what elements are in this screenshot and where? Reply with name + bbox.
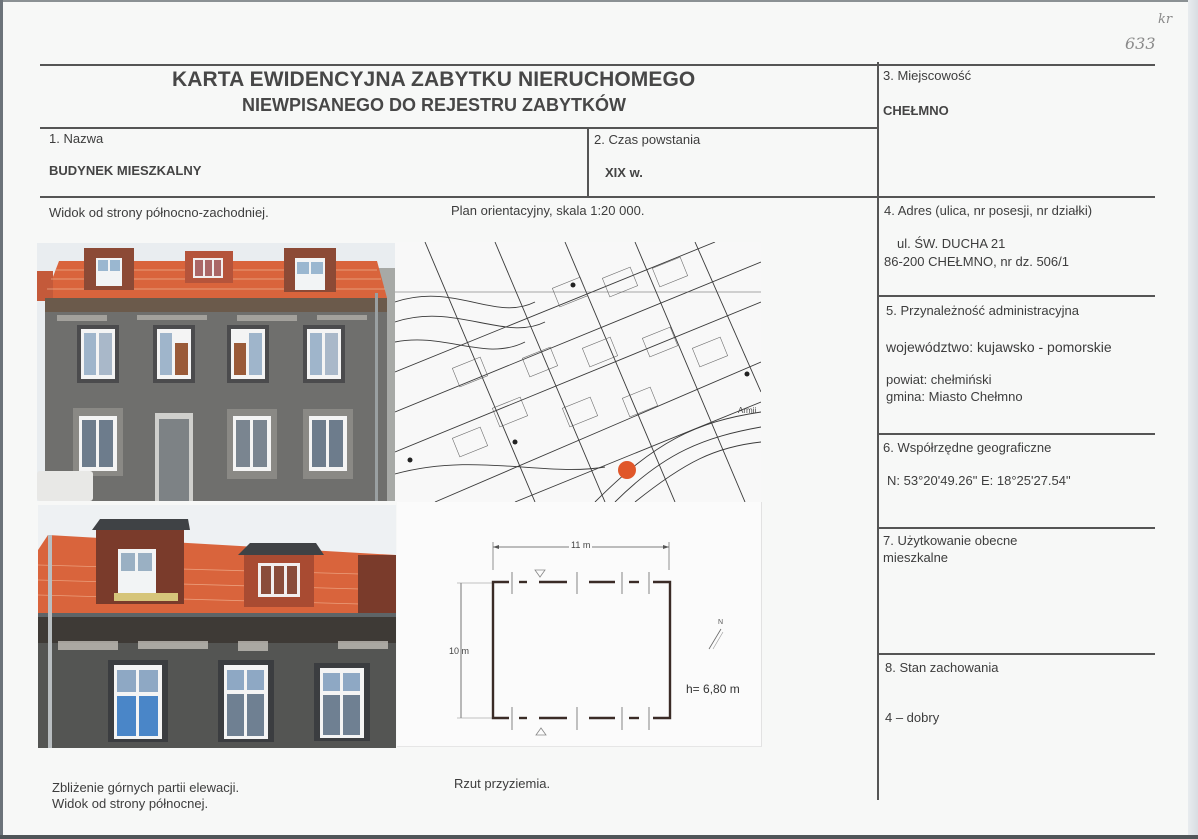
coords-value: N: 53°20'49.26" E: 18°25'27.54"	[887, 473, 1071, 488]
orientation-map	[395, 242, 761, 502]
name-label: 1. Nazwa	[49, 131, 104, 146]
north-label: N	[718, 619, 724, 626]
card-subtitle: NIEWPISANEGO DO REJESTRU ZABYTKÓW	[242, 95, 627, 115]
card-top-border	[40, 64, 1155, 66]
address-street: ul. ŚW. DUCHA 21	[897, 236, 1006, 251]
entry-marker-bottom-icon	[536, 728, 546, 735]
caption-map: Plan orientacyjny, skala 1:20 000.	[451, 203, 645, 218]
admin-commune: gmina: Miasto Chełmno	[886, 389, 1023, 404]
locality-value: CHEŁMNO	[883, 103, 949, 118]
admin-voivodeship: województwo: kujawsko - pomorskie	[886, 339, 1112, 355]
condition-value: 4 – dobry	[885, 710, 940, 725]
scan-edge-top	[0, 0, 1198, 2]
period-value: XIX w.	[605, 165, 643, 180]
address-postal: 86-200 CHEŁMNO, nr dz. 506/1	[884, 254, 1069, 269]
caption-photo-northwest: Widok od strony północno-zachodniej.	[49, 205, 269, 220]
photo-facade-northwest	[37, 243, 395, 501]
use-label: 7. Użytkowanie obecne	[883, 533, 1018, 548]
location-marker-icon	[618, 461, 636, 479]
width-dimension-label: 11 m	[571, 540, 591, 550]
depth-dimension-label: 10 m	[449, 646, 470, 656]
use-value: mieszkalne	[883, 550, 949, 565]
period-label: 2. Czas powstania	[594, 132, 701, 147]
right-column-divider	[877, 62, 879, 800]
handwritten-note: kr	[1158, 12, 1173, 27]
caption-closeup-2: Widok od strony północnej.	[52, 796, 209, 811]
admin-label: 5. Przynależność administracyjna	[886, 303, 1079, 318]
map-street-label: Armii	[738, 406, 757, 415]
photo-closeup-north	[38, 505, 396, 748]
locality-label: 3. Miejscowość	[883, 68, 972, 83]
name-period-divider	[587, 128, 589, 197]
building-facade-image	[37, 243, 395, 501]
street-map-image	[395, 242, 761, 502]
address-label: 4. Adres (ulica, nr posesji, nr działki)	[884, 203, 1093, 218]
coords-label: 6. Współrzędne geograficzne	[883, 440, 1052, 455]
header-bottom-border	[40, 196, 1155, 198]
caption-floor-plan: Rzut przyziemia.	[454, 776, 551, 791]
title-bottom-border	[40, 127, 878, 129]
condition-label: 8. Stan zachowania	[885, 660, 999, 675]
caption-closeup-1: Zbliżenie górnych partii elewacji.	[52, 780, 240, 795]
scan-edge-right	[1188, 0, 1198, 839]
height-label: h= 6,80 m	[686, 682, 740, 696]
scan-edge-bottom	[0, 835, 1198, 839]
admin-county: powiat: chełmiński	[886, 372, 992, 387]
admin-bottom-border	[878, 433, 1155, 435]
name-value: BUDYNEK MIESZKALNY	[49, 163, 202, 178]
handwritten-number: 633	[1125, 34, 1156, 53]
card-title: KARTA EWIDENCYJNA ZABYTKU NIERUCHOMEGO	[172, 68, 696, 91]
use-bottom-border	[878, 653, 1155, 655]
floor-plan-svg	[397, 502, 761, 746]
scan-edge-left	[0, 0, 3, 839]
roof-closeup-image	[38, 505, 396, 748]
address-bottom-border	[878, 295, 1155, 297]
entry-marker-top-icon	[535, 570, 545, 577]
floor-plan-drawing	[397, 502, 762, 747]
coords-bottom-border	[878, 527, 1155, 529]
